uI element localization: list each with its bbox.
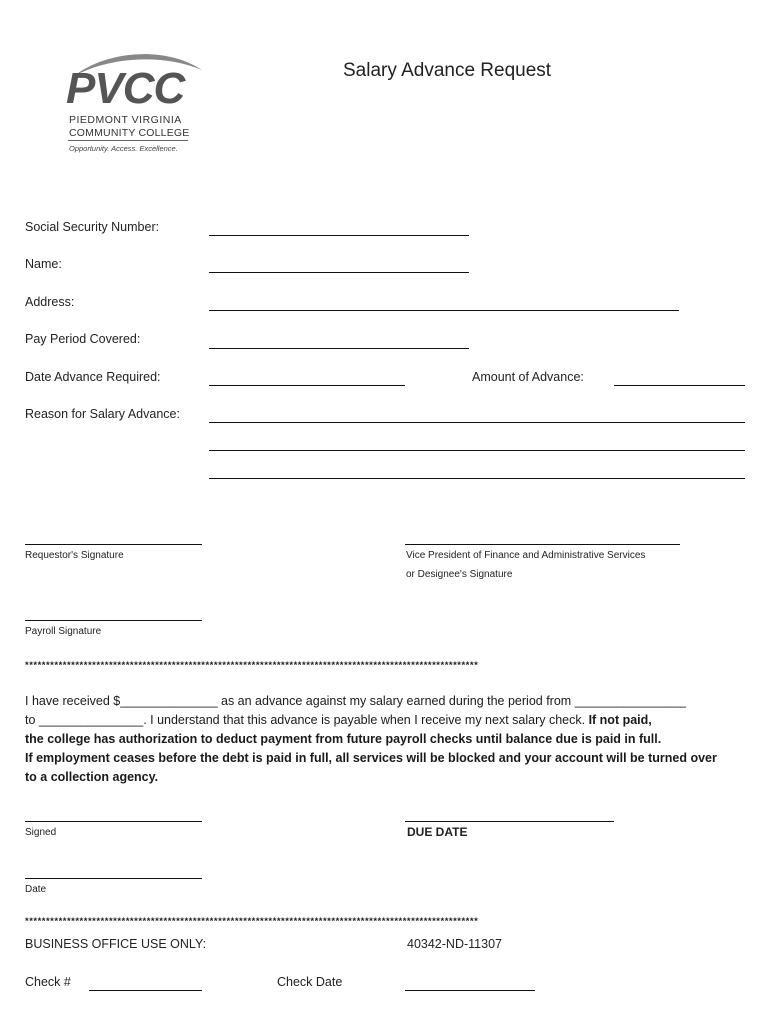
- agreement-text-4: . I understand that this advance is payable when I receive my next salary check.: [143, 713, 589, 727]
- signed-label: Signed: [25, 827, 57, 838]
- ssn-field[interactable]: [209, 235, 469, 236]
- requestor-signature-line[interactable]: [25, 544, 202, 545]
- period-start-blank[interactable]: ________________: [574, 694, 686, 708]
- agreement-bold-3: If employment ceases before the debt is paid in full, all services will be blocked and your account will be turned over to a collection agency.: [25, 751, 717, 784]
- separator-bottom: ************************************************************************************************************: [25, 916, 479, 927]
- pay-period-field[interactable]: [209, 348, 469, 349]
- due-date-line[interactable]: [405, 821, 614, 822]
- vp-signature-line[interactable]: [405, 544, 680, 545]
- agreement-text-2: as an advance against my salary earned during the period from: [217, 694, 575, 708]
- agreement-text-3: to: [25, 713, 39, 727]
- date-line[interactable]: [25, 878, 202, 879]
- amount-field[interactable]: [614, 385, 745, 386]
- amount-received-blank[interactable]: ______________: [120, 694, 218, 708]
- check-date-label: Check Date: [277, 975, 343, 989]
- signed-line[interactable]: [25, 821, 202, 822]
- form-code: 40342-ND-11307: [407, 937, 502, 951]
- logo-divider: [68, 140, 188, 141]
- vp-designee-label: or Designee's Signature: [406, 569, 513, 580]
- name-label: Name:: [25, 257, 62, 271]
- reason-field-line-3[interactable]: [209, 478, 745, 479]
- reason-field-line-1[interactable]: [209, 422, 745, 423]
- address-field[interactable]: [209, 310, 679, 311]
- logo-wordmark: PVCC: [66, 64, 185, 113]
- separator-top: ************************************************************************************************************: [25, 660, 479, 671]
- business-office-label: BUSINESS OFFICE USE ONLY:: [25, 937, 207, 951]
- payroll-signature-label: Payroll Signature: [25, 626, 102, 637]
- logo-line-2: COMMUNITY COLLEGE: [69, 127, 190, 139]
- address-label: Address:: [25, 295, 75, 309]
- logo-tagline: Opportunity. Access. Excellence.: [69, 144, 178, 153]
- payroll-signature-line[interactable]: [25, 620, 202, 621]
- pay-period-label: Pay Period Covered:: [25, 332, 141, 346]
- check-date-field[interactable]: [405, 990, 535, 991]
- reason-field-line-2[interactable]: [209, 450, 745, 451]
- date-label: Date: [25, 884, 47, 895]
- pvcc-logo: [52, 48, 212, 160]
- reason-label: Reason for Salary Advance:: [25, 407, 180, 421]
- agreement-bold-2: the college has authorization to deduct payment from future payroll checks until balance due is paid in full.: [25, 732, 662, 746]
- page-title: Salary Advance Request: [343, 60, 552, 81]
- logo-line-1: PIEDMONT VIRGINIA: [69, 114, 182, 126]
- period-end-blank[interactable]: _______________: [38, 713, 144, 727]
- check-number-field[interactable]: [89, 990, 202, 991]
- amount-label: Amount of Advance:: [472, 370, 584, 384]
- vp-signature-label: Vice President of Finance and Administrative Services: [406, 550, 646, 561]
- date-required-field[interactable]: [209, 385, 405, 386]
- agreement-paragraph: [25, 692, 725, 787]
- agreement-text-1: I have received $: [25, 694, 121, 708]
- requestor-signature-label: Requestor's Signature: [25, 550, 124, 561]
- date-required-label: Date Advance Required:: [25, 370, 161, 384]
- check-number-label: Check #: [25, 975, 71, 989]
- ssn-label: Social Security Number:: [25, 220, 160, 234]
- agreement-bold-1: If not paid,: [588, 713, 652, 727]
- due-date-label: DUE DATE: [407, 825, 468, 839]
- name-field[interactable]: [209, 272, 469, 273]
